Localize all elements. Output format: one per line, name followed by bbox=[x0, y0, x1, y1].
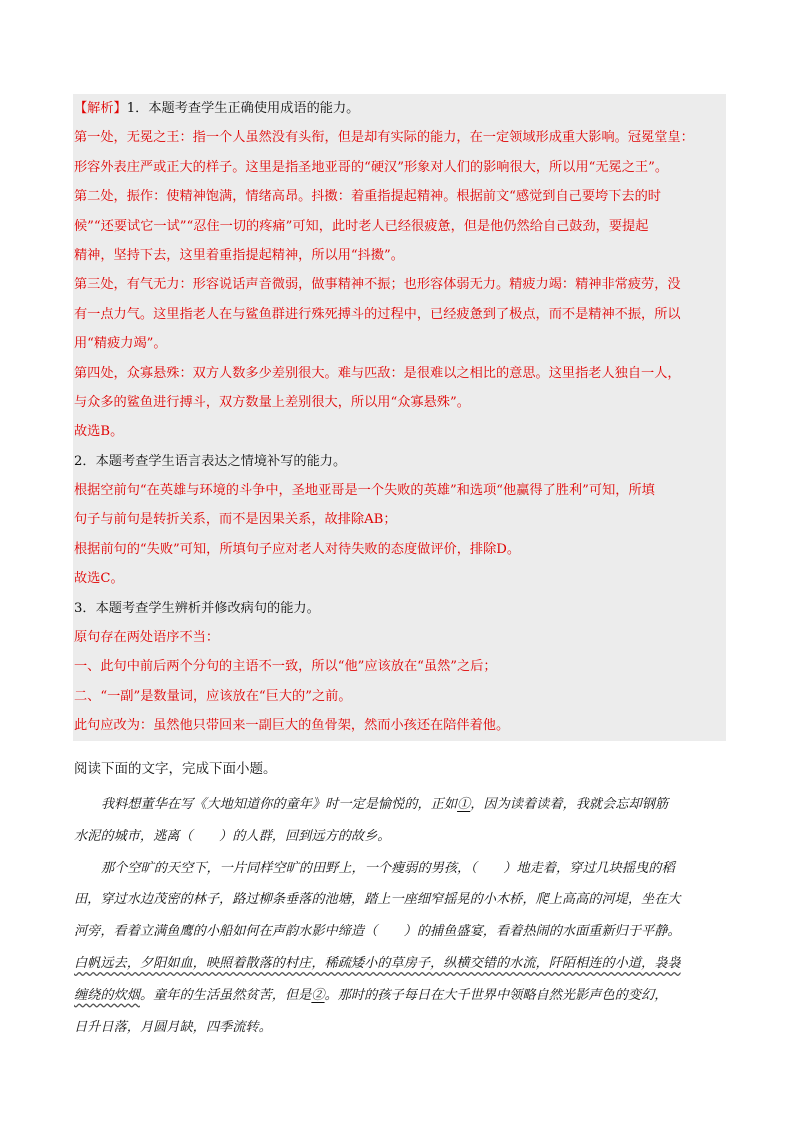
passage-line: 河旁，看着立满鱼鹰的小船如何在声韵水影中缔造（ ）的捕鱼盛宴，看着热闹的水面重新归于平静。 bbox=[74, 924, 681, 940]
analysis-heading-label: 【解析】 bbox=[74, 101, 127, 116]
analysis-line: 根据空前句“在英雄与环境的斗争中，圣地亚哥是一个失败的英雄”和选项“他赢得了胜利”可知，所填 bbox=[74, 483, 655, 499]
analysis-line: 有一点力气。这里指老人在与鲨鱼群进行殊死搏斗的过程中，已经疲惫到了极点，而不是精神不振，所以 bbox=[74, 306, 681, 322]
blank-1: ① bbox=[457, 797, 471, 812]
analysis-line: 此句应改为：虽然他只带回来一副巨大的鱼骨架，然而小孩还在陪伴着他。 bbox=[74, 718, 510, 734]
passage-line: 水泥的城市，逃离（ ）的人群，回到远方的故乡。 bbox=[74, 828, 391, 844]
analysis-line bbox=[73, 94, 726, 123]
analysis-line: 候”“还要试它一试”“忍住一切的疼痛”可知，此时老人已经很疲惫，但是他仍然给自己鼓劲，要提起 bbox=[74, 218, 649, 234]
passage-line: 那个空旷的天空下，一片同样空旷的田野上，一个瘦弱的男孩，（ ）地走着，穿过几块摇曳的稻 bbox=[101, 860, 675, 876]
passage-text: ，因为读着读着，我就会忘却钢筋 bbox=[470, 797, 669, 812]
analysis-line: 形容外表庄严或正大的样子。这里是指圣地亚哥的“硬汉”形象对人们的影响很大，所以用“无冕之王”。 bbox=[74, 159, 669, 175]
blank-2: ② bbox=[311, 987, 325, 1003]
passage-text: 。童年的生活虽然贫苦，但是 bbox=[139, 987, 312, 1003]
reading-instruction: 阅读下面的文字，完成下面小题。 bbox=[74, 761, 277, 777]
analysis-line: 第二处，振作：使精神饱满，情绪高昂。抖擞：着重指提起精神。根据前文“感觉到自己要垮下去的时 bbox=[74, 189, 661, 205]
passage-line bbox=[74, 980, 728, 1012]
analysis-line: 故选B。 bbox=[74, 424, 124, 440]
passage-line bbox=[74, 948, 728, 980]
wavy-underlined-text: 缠绕的炊烟 bbox=[74, 987, 140, 1003]
reading-passage bbox=[74, 789, 728, 1043]
analysis-line: 第三处，有气无力：形容说话声音微弱，做事精神不振；也形容体弱无力。精疲力竭：精神非常疲劳，没 bbox=[74, 277, 681, 293]
analysis-line-text: 1．本题考查学生正确使用成语的能力。 bbox=[126, 101, 360, 116]
analysis-line: 一、此句中前后两个分句的主语不一致，所以“他”应该放在“虽然”之后； bbox=[74, 659, 497, 675]
analysis-line: 二、“一副”是数量词，应该放在“巨大的”之前。 bbox=[74, 688, 352, 704]
analysis-line: 2．本题考查学生语言表达之情境补写的能力。 bbox=[74, 453, 347, 469]
passage-text: 我料想董华在写《大地知道你的童年》时一定是愉悦的，正如 bbox=[101, 797, 458, 812]
analysis-line: 用“精疲力竭”。 bbox=[74, 336, 167, 352]
analysis-line: 原句存在两处语序不当： bbox=[74, 630, 220, 646]
passage-line: 日升日落，月圆月缺，四季流转。 bbox=[74, 1019, 272, 1035]
analysis-line: 根据前句的“失败”可知，所填句子应对老人对待失败的态度做评价，排除D。 bbox=[74, 541, 521, 557]
analysis-block bbox=[73, 94, 726, 741]
passage-line: 田，穿过水边茂密的林子，路过柳条垂落的池塘，踏上一座细窄摇晃的小木桥，爬上高高的河堤，坐在大 bbox=[74, 892, 681, 908]
analysis-line: 3．本题考查学生辨析并修改病句的能力。 bbox=[74, 600, 320, 616]
analysis-line: 第一处，无冕之王：指一个人虽然没有头衔，但是却有实际的能力，在一定领域形成重大影响。冠冕堂皇： bbox=[74, 130, 694, 146]
analysis-line: 句子与前句是转折关系，而不是因果关系，故排除AB； bbox=[74, 512, 397, 528]
passage-line bbox=[74, 789, 728, 821]
wavy-underlined-text: 白帆远去，夕阳如血，映照着散落的村庄，稀疏矮小的草房子，纵横交错的水流，阡陌相连的小道，袅袅 bbox=[74, 955, 681, 971]
analysis-line: 与众多的鲨鱼进行搏斗，双方数量上差别很大，所以用“众寡悬殊”。 bbox=[74, 394, 470, 410]
passage-text: 。那时的孩子每日在大千世界中领略自然光影声色的变幻， bbox=[324, 987, 668, 1003]
analysis-line: 精神，坚持下去，这里着重指提起精神，所以用“抖擞”。 bbox=[74, 247, 404, 263]
analysis-line: 第四处，众寡悬殊：双方人数多少差别很大。难与匹敌：是很难以之相比的意思。这里指老人独自一人， bbox=[74, 365, 681, 381]
analysis-line: 故选C。 bbox=[74, 571, 124, 587]
